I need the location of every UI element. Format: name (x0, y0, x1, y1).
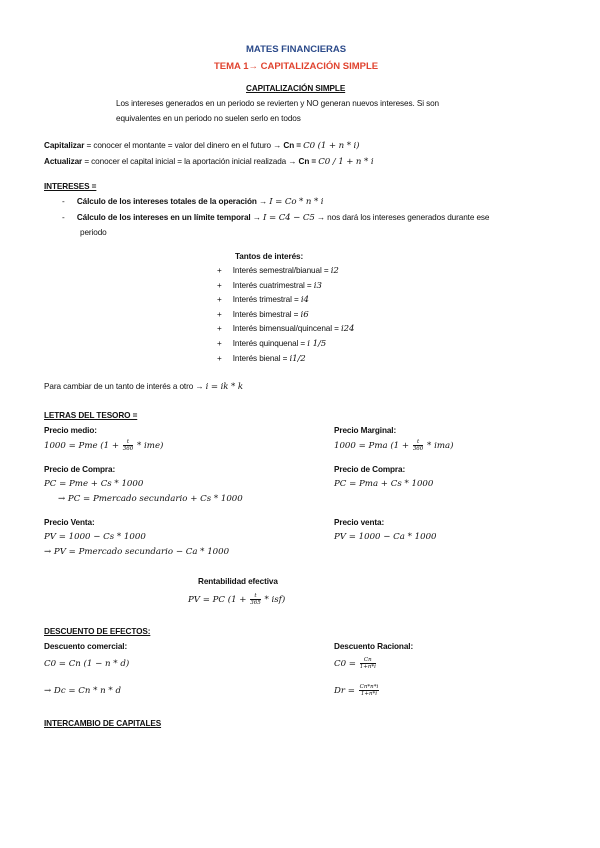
formula-part: * ime) (134, 441, 164, 451)
fraction-numerator: t (123, 439, 134, 446)
bullet: + (217, 338, 222, 348)
list-item (217, 339, 354, 354)
tanto-label: Interés bimestral = (232, 309, 301, 319)
letras-heading: LETRAS DEL TESORO = (44, 411, 138, 420)
formula-part: C0 = (334, 659, 359, 669)
intereses-item-1 (62, 197, 323, 207)
compra-right-formula: PC = Pma + Cs * 1000 (334, 479, 434, 489)
bullet: + (217, 280, 222, 290)
formula-part: * ima) (424, 441, 454, 451)
actualizar-line (44, 157, 373, 167)
bullet: - (62, 213, 65, 222)
precio-medio-formula (44, 439, 163, 452)
fraction-denominator: 365 (250, 600, 261, 606)
intereses-item-2-formula: I = C4 − C5 (263, 213, 315, 223)
fraction-numerator: Cn*n*i (359, 684, 379, 690)
fraction (123, 439, 134, 452)
bullet: - (62, 197, 65, 206)
intereses-item-1-formula: I = Co * n * i (269, 197, 324, 207)
tanto-label: Interés trimestral = (232, 295, 301, 305)
bullet: + (217, 309, 222, 319)
tanto-symbol: i2 (330, 266, 339, 276)
intro-line-2: equivalentes en un periodo no suelen serlo en todos (116, 114, 301, 123)
venta-right-label: Precio venta: (334, 518, 385, 527)
intereses-item-1-label: Cálculo de los intereses totales de la operación (76, 197, 257, 206)
precio-marginal-label: Precio Marginal: (334, 426, 397, 435)
rentabilidad-formula (188, 593, 285, 606)
actualizar-label: Actualizar (44, 157, 83, 166)
venta-right-formula: PV = 1000 − Ca * 1000 (334, 532, 437, 542)
list-item (217, 281, 354, 296)
formula-part: PV = PC (1 + (188, 595, 250, 605)
fraction-denominator: 1+n*i (359, 664, 376, 670)
capitalizar-formula: C0 (1 + n * i) (303, 141, 360, 151)
tanto-label: Interés bienal = (232, 353, 290, 363)
actualizar-text: = conocer el capital inicial = la aportación inicial realizada → (82, 157, 299, 166)
list-item (217, 295, 354, 310)
list-item (217, 354, 354, 369)
fraction (360, 657, 376, 670)
bullet: + (217, 324, 222, 334)
tanto-label: Interés quinquenal = (232, 338, 308, 348)
descuento-racional-formula-1 (334, 657, 377, 670)
tantos-heading: Tantos de interés: (235, 252, 304, 261)
fraction-denominator: 360 (122, 446, 134, 452)
tantos-list (217, 266, 354, 368)
formula-part: Dr = (334, 686, 358, 696)
bullet: + (217, 353, 222, 363)
tanto-label: Interés cuatrimestral = (232, 280, 314, 290)
section-heading: CAPITALIZACIÓN SIMPLE (246, 84, 346, 93)
capitalizar-label: Capitalizar (44, 141, 85, 150)
cambio-tanto-line (44, 382, 243, 392)
rentabilidad-label: Rentabilidad efectiva (198, 577, 278, 586)
fraction (250, 593, 261, 606)
descuento-comercial-formula-2: → Dc = Cn * n * d (44, 686, 121, 696)
intereses-item-2-label: Cálculo de los intereses en un límite temporal (76, 213, 251, 222)
fraction (359, 684, 380, 697)
fraction (413, 439, 424, 452)
precio-marginal-formula (334, 439, 453, 452)
tanto-symbol: i24 (340, 324, 355, 335)
fraction-denominator: 360 (412, 446, 424, 452)
tanto-symbol: i1/2 (289, 353, 306, 364)
tanto-label: Interés bimensual/quincenal = (232, 324, 341, 334)
fraction-numerator: t (250, 593, 261, 600)
list-item (217, 324, 354, 339)
capitalizar-formula-prefix: Cn = (283, 141, 304, 150)
tanto-symbol: i6 (300, 309, 309, 320)
bullet: + (217, 295, 222, 305)
bullet: + (217, 266, 222, 275)
precio-medio-label: Precio medio: (44, 426, 97, 435)
arrow: → (250, 213, 264, 222)
intercambio-heading: INTERCAMBIO DE CAPITALES (44, 719, 162, 728)
tanto-label: Interés semestral/bianual = (232, 266, 331, 275)
fraction-numerator: Cn (360, 657, 376, 664)
actualizar-formula: C0 / 1 + n * i (318, 157, 374, 167)
venta-left-formula-2: → PV = Pmercado secundario − Ca * 1000 (44, 547, 230, 557)
arrow: → (256, 197, 270, 206)
intereses-heading: INTERESES = (44, 182, 97, 191)
list-item (217, 310, 354, 325)
capitalizar-text: = conocer el montante = valor del dinero en el futuro → (84, 141, 284, 150)
tanto-symbol: i3 (313, 280, 322, 291)
list-item (217, 266, 354, 281)
descuento-racional-label: Descuento Racional: (334, 642, 414, 651)
compra-right-label: Precio de Compra: (334, 465, 406, 474)
intro-line-1: Los intereses generados en un periodo se revierten y NO generan nuevos intereses. Si son (116, 99, 439, 108)
capitalizar-line (44, 141, 359, 151)
formula-part: 1000 = Pma (1 + (334, 441, 412, 451)
venta-left-label: Precio Venta: (44, 518, 95, 527)
cambio-text: Para cambiar de un tanto de interés a otro → (44, 382, 206, 391)
actualizar-formula-prefix: Cn = (298, 157, 319, 166)
fraction-numerator: t (413, 439, 424, 446)
tanto-symbol: i 1/5 (307, 338, 327, 349)
cambio-formula: i = ik * k (205, 382, 243, 392)
compra-left-label: Precio de Compra: (44, 465, 116, 474)
intereses-item-2-continuation: periodo (80, 228, 107, 237)
descuento-comercial-label: Descuento comercial: (44, 642, 128, 651)
compra-left-formula-1: PC = Pme + Cs * 1000 (44, 479, 144, 489)
fraction-denominator: 1+n*i (360, 691, 378, 697)
descuento-racional-formula-2 (334, 684, 380, 697)
intereses-item-2 (62, 213, 489, 223)
tanto-symbol: i4 (300, 295, 309, 306)
compra-left-formula-2: → PC = Pmercado secundario + Cs * 1000 (58, 494, 243, 504)
formula-part: * isf) (261, 595, 286, 605)
document-title: MATES FINANCIERAS (246, 44, 347, 55)
document-subtitle: TEMA 1→ CAPITALIZACIÓN SIMPLE (214, 61, 379, 72)
formula-part: 1000 = Pme (1 + (44, 441, 122, 451)
venta-left-formula-1: PV = 1000 − Cs * 1000 (44, 532, 146, 542)
descuento-comercial-formula-1: C0 = Cn (1 − n * d) (44, 659, 130, 669)
descuento-heading: DESCUENTO DE EFECTOS: (44, 627, 151, 636)
intereses-item-2-text: → nos dará los intereses generados durante ese (314, 213, 490, 222)
